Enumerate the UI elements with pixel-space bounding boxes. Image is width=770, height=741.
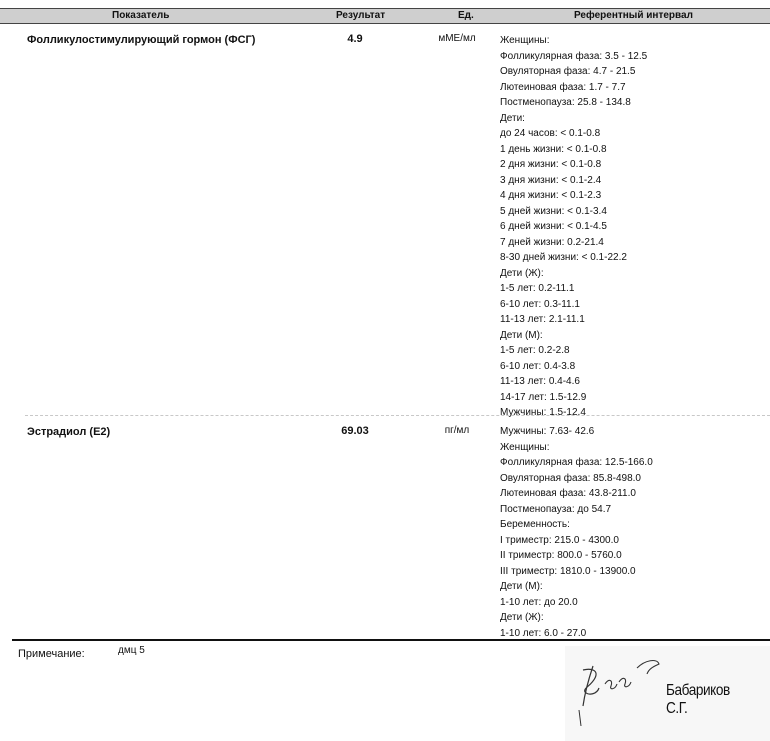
- reference-line: I триместр: 215.0 - 4300.0: [500, 534, 619, 546]
- reference-line: 1-5 лет: 0.2-2.8: [500, 345, 570, 356]
- reference-line: III триместр: 1810.0 - 13900.0: [500, 565, 636, 577]
- reference-line: 2 дня жизни: < 0.1-0.8: [500, 159, 602, 170]
- table-header: [0, 8, 770, 24]
- header-indicator: Показатель: [112, 10, 170, 21]
- reference-line: до 24 часов: < 0.1-0.8: [500, 128, 601, 139]
- reference-line: 4 дня жизни: < 0.1-2.3: [500, 190, 602, 201]
- row-divider: [25, 415, 770, 416]
- reference-line: Дети:: [500, 112, 525, 124]
- note-value: дмц 5: [118, 645, 145, 656]
- reference-line: Женщины:: [500, 35, 550, 46]
- reference-line: 11-13 лет: 0.4-4.6: [500, 376, 580, 387]
- reference-line: 1 день жизни: < 0.1-0.8: [500, 143, 607, 155]
- reference-line: 1-10 лет: 6.0 - 27.0: [500, 627, 587, 639]
- reference-list: [500, 33, 647, 421]
- reference-line: 3 дня жизни: < 0.1-2.4: [500, 174, 602, 186]
- reference-line: 8-30 дней жизни: < 0.1-22.2: [500, 252, 627, 263]
- reference-line: Фолликулярная фаза: 12.5-166.0: [500, 457, 653, 468]
- test-name: Фолликулостимулирующий гормон (ФСГ): [27, 34, 256, 46]
- handwritten-signature: [575, 648, 665, 730]
- reference-line: Дети (М):: [500, 329, 543, 341]
- test-result: 4.9: [347, 33, 363, 45]
- test-unit: мМЕ/мл: [438, 33, 476, 44]
- reference-line: Женщины:: [500, 441, 550, 453]
- header-reference: Референтный интервал: [574, 10, 693, 21]
- reference-line: Мужчины: 7.63- 42.6: [500, 426, 595, 437]
- reference-line: 6-10 лет: 0.3-11.1: [500, 298, 580, 310]
- reference-line: Мужчины: 1.5-12.4: [500, 407, 586, 418]
- note-label: Примечание:: [18, 648, 85, 660]
- reference-line: Дети (М):: [500, 581, 543, 592]
- reference-line: Фолликулярная фаза: 3.5 - 12.5: [500, 50, 648, 62]
- table-bottom-border: [12, 639, 770, 641]
- reference-line: Постменопауза: 25.8 - 134.8: [500, 97, 631, 108]
- reference-line: 5 дней жизни: < 0.1-3.4: [500, 205, 607, 217]
- reference-line: 7 дней жизни: 0.2-21.4: [500, 236, 604, 248]
- reference-line: Постменопауза: до 54.7: [500, 503, 612, 515]
- test-result: 69.03: [341, 425, 369, 437]
- reference-line: II триместр: 800.0 - 5760.0: [500, 550, 622, 561]
- reference-line: 6-10 лет: 0.4-3.8: [500, 360, 576, 372]
- reference-line: Беременность:: [500, 519, 570, 530]
- reference-list: [500, 424, 653, 641]
- header-unit: Ед.: [458, 10, 474, 21]
- test-unit: пг/мл: [444, 425, 470, 436]
- reference-line: Дети (Ж):: [500, 612, 544, 623]
- reference-line: 1-5 лет: 0.2-11.1: [500, 283, 575, 294]
- reference-line: 14-17 лет: 1.5-12.9: [500, 391, 587, 403]
- reference-line: Дети (Ж):: [500, 267, 544, 279]
- test-name: Эстрадиол (Е2): [27, 426, 111, 438]
- reference-line: 1-10 лет: до 20.0: [500, 596, 578, 608]
- reference-line: Овуляторная фаза: 4.7 - 21.5: [500, 66, 636, 77]
- reference-line: Лютеиновая фаза: 43.8-211.0: [500, 488, 636, 499]
- reference-line: 11-13 лет: 2.1-11.1: [500, 314, 585, 325]
- reference-line: Лютеиновая фаза: 1.7 - 7.7: [500, 81, 626, 93]
- header-result: Результат: [336, 10, 386, 21]
- reference-line: 6 дней жизни: < 0.1-4.5: [500, 221, 607, 232]
- reference-line: Овуляторная фаза: 85.8-498.0: [500, 472, 641, 484]
- signature-name: Бабариков С.Г.: [666, 682, 730, 717]
